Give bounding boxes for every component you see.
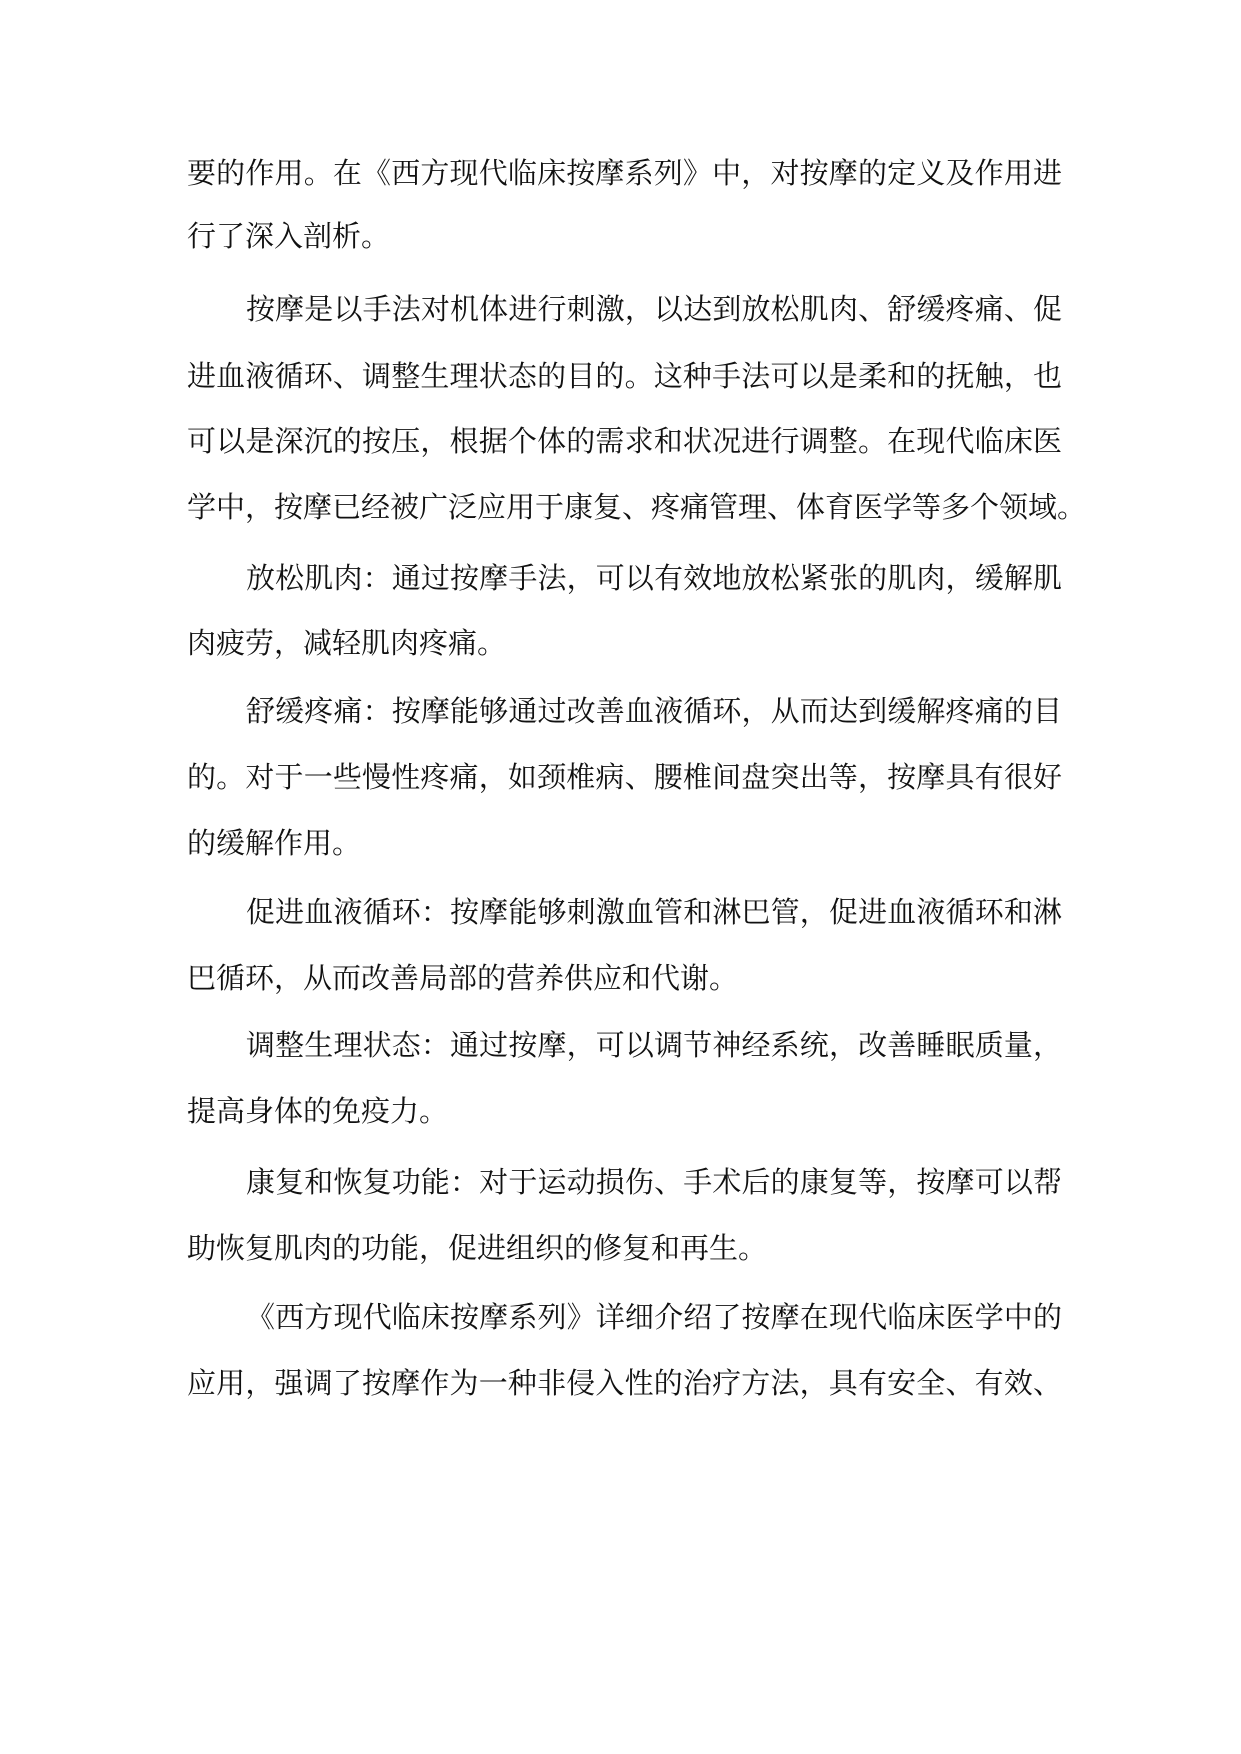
paragraph-first-line: 放松肌肉：通过按摩手法，可以有效地放松紧张的肌肉，缓解肌	[246, 561, 1062, 595]
text-line: 提高身体的免疫力。	[187, 1094, 449, 1128]
text-line: 助恢复肌肉的功能，促进组织的修复和再生。	[187, 1231, 768, 1265]
text-line: 要的作用。在《西方现代临床按摩系列》中，对按摩的定义及作用进	[187, 156, 1062, 190]
text-line: 学中，按摩已经被广泛应用于康复、疼痛管理、体育医学等多个领域。	[187, 490, 1087, 524]
paragraph-first-line: 调整生理状态：通过按摩，可以调节神经系统，改善睡眠质量，	[246, 1028, 1062, 1062]
text-line: 巴循环，从而改善局部的营养供应和代谢。	[187, 961, 739, 995]
paragraph-first-line: 《西方现代临床按摩系列》详细介绍了按摩在现代临床医学中的	[246, 1300, 1062, 1334]
paragraph-first-line: 按摩是以手法对机体进行刺激，以达到放松肌肉、舒缓疼痛、促	[246, 292, 1062, 326]
text-line: 可以是深沉的按压，根据个体的需求和状况进行调整。在现代临床医	[187, 424, 1062, 458]
text-line: 进血液循环、调整生理状态的目的。这种手法可以是柔和的抚触，也	[187, 359, 1062, 393]
text-line: 的。对于一些慢性疼痛，如颈椎病、腰椎间盘突出等，按摩具有很好	[187, 760, 1062, 794]
text-line: 行了深入剖析。	[187, 219, 391, 253]
text-line: 的缓解作用。	[187, 826, 362, 860]
paragraph-first-line: 康复和恢复功能：对于运动损伤、手术后的康复等，按摩可以帮	[246, 1165, 1062, 1199]
paragraph-first-line: 舒缓疼痛：按摩能够通过改善血液循环，从而达到缓解疼痛的目	[246, 694, 1062, 728]
text-line: 肉疲劳，减轻肌肉疼痛。	[187, 626, 507, 660]
text-line: 应用，强调了按摩作为一种非侵入性的治疗方法，具有安全、有效、	[187, 1366, 1062, 1400]
paragraph-first-line: 促进血液循环：按摩能够刺激血管和淋巴管，促进血液循环和淋	[246, 895, 1062, 929]
